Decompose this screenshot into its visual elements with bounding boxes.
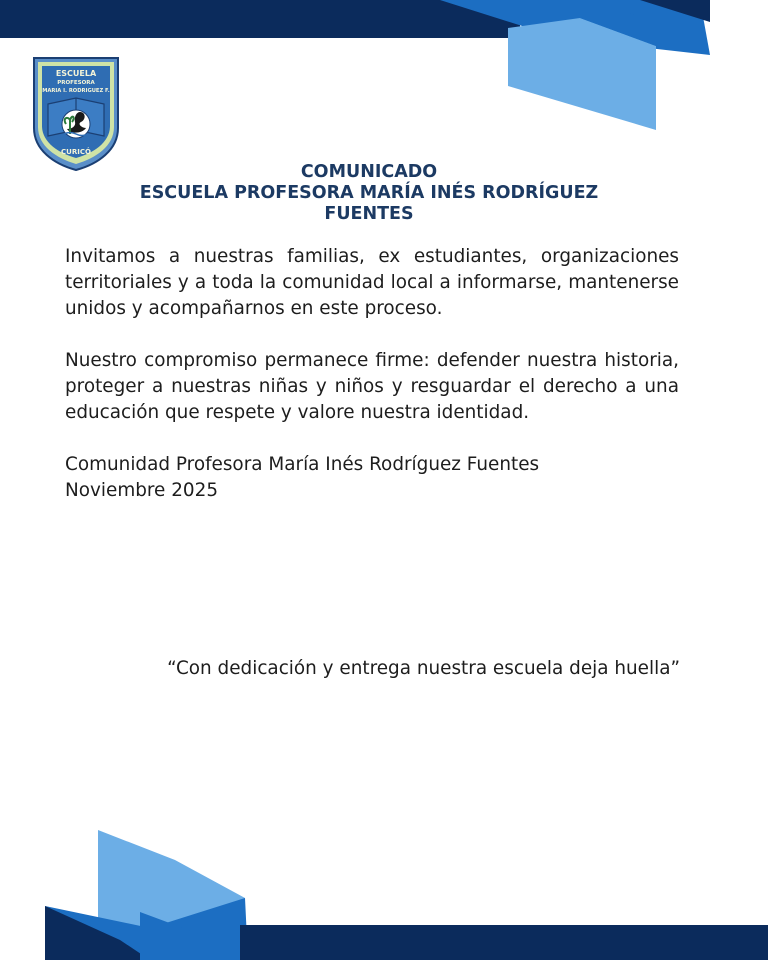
heading-school-name: ESCUELA PROFESORA MARÍA INÉS RODRÍGUEZ (139, 183, 599, 203)
school-crest-logo (30, 54, 122, 172)
signature-date: Noviembre 2025 (65, 480, 219, 501)
school-motto: “Con dedicación y entrega nuestra escuela deja huella” (167, 658, 680, 679)
crest-text-escuela: ESCUELA (55, 69, 97, 78)
announcement-body (65, 244, 679, 504)
bottom-banner-decoration (0, 820, 768, 960)
paragraph-invitation: Invitamos a nuestras familias, ex estudiantes, organizaciones territoriales y a toda la comunidad local a informarse, mantenerse unidos y acompañarnos en este proceso. (65, 246, 679, 319)
crest-text-city: CURICÓ (61, 148, 91, 156)
crest-text-name: MARIA I. RODRIGUEZ F. (42, 88, 110, 94)
heading-school-name-cont: FUENTES (324, 204, 414, 224)
top-navy-band (0, 0, 520, 38)
crest-text-profesora: PROFESORA (57, 80, 95, 86)
heading-title: COMUNICADO (300, 162, 438, 182)
announcement-heading (100, 162, 638, 225)
paragraph-commitment: Nuestro compromiso permanece firme: defender nuestra historia, proteger a nuestras niñas y niños y resguardar el derecho a una educación que respete y valore nuestra identidad. (65, 350, 679, 423)
signature-name: Comunidad Profesora María Inés Rodríguez Fuentes (65, 454, 540, 475)
bottom-navy-band (240, 925, 768, 960)
